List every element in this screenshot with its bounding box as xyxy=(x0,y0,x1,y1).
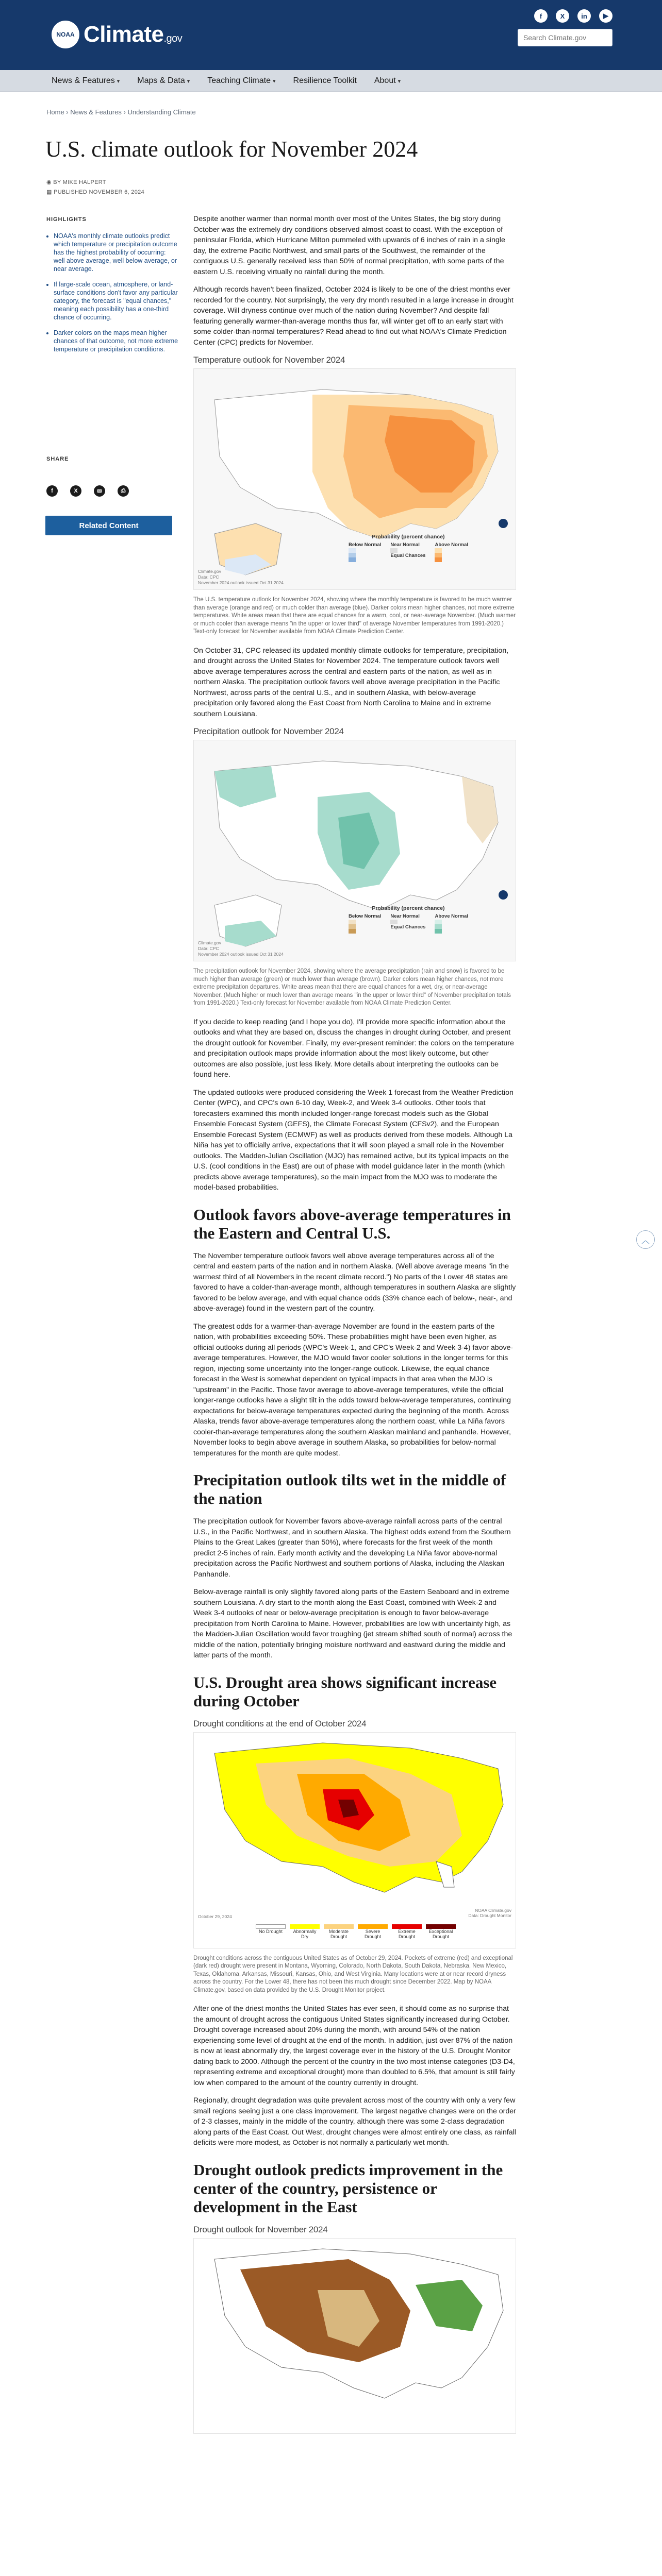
share-x-icon[interactable]: X xyxy=(70,485,81,497)
drought-map-svg xyxy=(194,1733,516,1949)
drought-legend: No Drought Abnormally Dry Moderate Drought Severe Drought Extreme Drought Exceptional Drought xyxy=(256,1924,456,1939)
section-heading-drought-outlook: Drought outlook predicts improvement in the center of the country, persistence or development in the East xyxy=(193,2160,503,2216)
published-date: PUBLISHED NOVEMBER 6, 2024 xyxy=(54,189,144,195)
temperature-outlook-map[interactable] xyxy=(193,368,516,590)
map-legend: Probability (percent chance) Below Normal Near Normal Equal Chances Above Normal xyxy=(349,905,468,934)
paragraph: The precipitation outlook for November favors above-average rainfall across parts of the central U.S., in the Pacific Northwest, and in southern Alaska. The highest odds extend from the Southern Plains to the Great Lakes (greater than 50%), where forecasts for the first week of the month predict 2-5 inches of rain. Early month activity and the developing La Niña favor above-normal precipitation across the Pacific Northwest and southern portions of Alaska, including the Alaskan Panhandle. xyxy=(193,1517,511,1579)
drought-outlook-map[interactable] xyxy=(193,2238,516,2434)
noaa-seal-icon xyxy=(499,890,508,900)
related-content-button[interactable]: Related Content xyxy=(45,516,172,535)
paragraph: After one of the driest months the United States has ever seen, it should come as no surprise that the amount of drought across the contiguous United States significantly increased during October. Drought coverage increased about 20% during the month, with around 54% of the nation experiencing some level of drought at the end of the month. In addition, just over 87% of the nation is now at least abnormally dry, the largest coverage ever in the history of the U.S. Drought Monitor dating back to 2000. Although the percent of the country in the two most intense categories (D3-D4, representing extreme and exceptional drought) more than doubled to 6.5%, that amount is still fairly low when compared to the amount of the country currently in drought. xyxy=(193,2005,515,2087)
paragraph: On October 31, CPC released its updated monthly climate outlooks for temperature, precipitation, and drought across the United States for November 2024. The temperature outlook favors well above average temperatures across the central and eastern parts of the nation, as well as in northern Alaska. The precipitation outlook favors well above average precipitation in the Pacific Northwest, across parts of the central U.S., and in southern Alaska, with below-average precipitation only favored along the East Coast from North Carolina to Maine and in extreme southern Louisiana. xyxy=(193,646,509,718)
figure-title: Temperature outlook for November 2024 xyxy=(193,355,345,365)
scroll-to-top-button[interactable] xyxy=(636,1230,655,1249)
author-icon: ◉ xyxy=(46,179,54,185)
noaa-logo-icon: NOAA xyxy=(52,21,79,48)
share-icons xyxy=(46,485,129,497)
site-header xyxy=(0,0,662,70)
figure-title: Drought conditions at the end of October 2024 xyxy=(193,1718,367,1728)
byline xyxy=(46,178,144,197)
share-facebook-icon[interactable]: f xyxy=(46,485,58,497)
section-heading-precipitation: Precipitation outlook tilts wet in the middle of the nation xyxy=(193,1471,506,1507)
paragraph: Below-average rainfall is only slightly favored along parts of the Eastern Seaboard and in extreme southern Louisiana. A dry start to the month along the East Coast, combined with Week-2 and Week 3-4 outlooks of near or below-average precipitation is enough to favor below-average precipitation from North Carolina to Maine. However, probabilities are low with uncertainty high, as the Madden-Julian Oscillation would favor troughing (jet stream shifted south of normal) across the middle of the nation, potentially bringing moisture northward and eastward during the middle and latter parts of the month. xyxy=(193,1588,512,1659)
figure-title: Precipitation outlook for November 2024 xyxy=(193,726,344,736)
map-credit: Climate.gov Data: CPC November 2024 outlook issued Oct 31 2024 xyxy=(198,940,284,957)
noaa-seal-icon xyxy=(499,519,508,528)
map-credit: Climate.gov Data: CPC November 2024 outlook issued Oct 31 2024 xyxy=(198,569,284,585)
nav-item-news[interactable]: News & Features ▾ xyxy=(52,76,120,85)
highlights-list xyxy=(46,232,178,361)
breadcrumb[interactable]: Home › News & Features › Understanding Climate xyxy=(46,108,196,116)
search-input[interactable] xyxy=(523,33,607,42)
section-heading-drought: U.S. Drought area shows significant increase during October xyxy=(193,1673,497,1710)
chevron-up-icon: ︿ xyxy=(641,1236,650,1245)
chevron-down-icon: ▾ xyxy=(117,78,120,84)
facebook-icon[interactable]: f xyxy=(534,9,548,23)
drought-conditions-map[interactable] xyxy=(193,1732,516,1948)
x-icon[interactable]: X xyxy=(556,9,569,23)
main-nav xyxy=(0,70,662,92)
highlight-item: • If large-scale ocean, atmosphere, or land-surface conditions don't favor any particular category, the forecast is "equal chances," meaning each possibility has a one-third chance of occurring. xyxy=(54,280,178,321)
author: BY MIKE HALPERT xyxy=(53,179,106,185)
site-logo[interactable] xyxy=(52,21,182,48)
nav-item-about[interactable]: About ▾ xyxy=(374,76,401,85)
section-heading-temperature: Outlook favors above-average temperatures in the Eastern and Central U.S. xyxy=(193,1205,511,1242)
paragraph: Although records haven't been finalized, October 2024 is likely to be one of the driest months ever recorded for the country. Not surprisingly, the very dry month resulted in a large increase in drought coverage. Will dryness continue over much of the nation during November? And despite fall featuring generally warmer-than-average months thus far, will winter get off to an early start with some colder-than-normal temperatures? Read ahead to find out what NOAA's Climate Prediction Center (CPC) predicts for November. xyxy=(193,285,514,347)
drought-map-date: October 29, 2024 xyxy=(198,1913,232,1919)
article-body xyxy=(193,214,516,2434)
paragraph: The greatest odds for a warmer-than-average November are found in the eastern parts of the nation, with probabilities exceeding 50%. These probabilities might have been even higher, as official outlooks during all periods (WPC's Week-1, and CPC's Week-2 and Week 3-4) favor above-average temperatures. However, the MJO would favor cooler solutions in the longer terms for this region, injecting some uncertainty into the longer-range outlook. Likewise, the equal chance forecast in the West is somewhat dependent on typical impacts in that area when the MJO is "upstream" in the Pacific. Those favor average to above-average temperatures, while the official longer-range outlooks have a slight tilt in the odds toward below-average temperatures, continuing expectations for below-average temperatures expected during the beginning of the month. Across Alaska, trends favor above-average temperatures along the northern coast, while La Niña favors cooler-than-average temperatures along the southern Alaskan mainland and panhandle. However, November looks to begin above average in southern Alaska, so probabilities for below-normal temperatures for the month are quite modest. xyxy=(193,1322,514,1458)
paragraph: Regionally, drought degradation was quite prevalent across most of the country with only a very few small regions seeing just a one class improvement. The largest negative changes were on the order of 2-3 classes, mainly in the middle of the country, although there was some 2-class degradation along parts of the East Coast. Out West, drought changes were almost entirely one class, as rainfall deficits were more modest, as October is not normally a particularly wet month. xyxy=(193,2096,516,2147)
precipitation-outlook-map[interactable] xyxy=(193,740,516,961)
nav-item-teaching[interactable]: Teaching Climate ▾ xyxy=(207,76,276,85)
share-heading: SHARE xyxy=(46,456,69,462)
paragraph: The updated outlooks were produced considering the Week 1 forecast from the Weather Prediction Center (WPC), and CPC's own 6-10 day, Week-2, and Week 3-4 outlooks. Other tools that forecasters examined this month included longer-range forecast models such as the Global Ensemble Forecast System (GEFS), the Climate Forecast System (CFSv2), and the European Ensemble Forecast System (ECMWF) as well as products derived from these models. Although La Niña has yet to officially arrive, expectations that it will soon played a small role in the November outlooks. The Madden-Julian Oscillation (MJO) has remained active, but its typical impacts on the U.S. (cool conditions in the East) are out of phase with model guidance later in the month (which predicts above average temperatures), so the main impact from the MJO was to moderate the model-based probabilities. xyxy=(193,1088,514,1192)
linkedin-icon[interactable]: in xyxy=(577,9,591,23)
figure-caption: The precipitation outlook for November 2024, showing where the average precipitation (rain and snow) is favored to be much higher than average (green) or much lower than average (brown). Darker colors mean higher chances, not more extreme precipitation departures. White areas mean that there are equal chances for a wet, dry, or near-average November. (Much higher or much lower than average means "in the upper or lower third" of November precipitation totals from 1991-2020.) Text-only forecast for November available from NOAA Climate Prediction Center. xyxy=(193,968,511,1006)
page-title: U.S. climate outlook for November 2024 xyxy=(45,137,418,162)
drought-map-credit: NOAA Climate.gov Data: Drought Monitor xyxy=(468,1907,511,1918)
figure-title: Drought outlook for November 2024 xyxy=(193,2224,328,2234)
logo-text: Climate.gov xyxy=(84,22,183,47)
chevron-down-icon: ▾ xyxy=(273,78,276,84)
chevron-down-icon: ▾ xyxy=(398,78,401,84)
share-email-icon[interactable]: ✉ xyxy=(94,485,105,497)
nav-item-maps[interactable]: Maps & Data ▾ xyxy=(137,76,190,85)
youtube-icon[interactable]: ▶ xyxy=(599,9,613,23)
figure-caption: The U.S. temperature outlook for November 2024, showing where the monthly temperature is favored to be much warmer than average (orange and red) or much colder than average (blue). Darker colors mean higher chances, not more extreme temperatures. White areas mean that there are equal chances for a warm, cool, or near-average November. (Much warmer or much cooler than average means "in the upper or lower third" of average November temperatures from 1991-2020.) Text-only forecast for November available from NOAA Climate Prediction Center. xyxy=(193,597,516,635)
social-links xyxy=(534,9,613,23)
highlight-item: • NOAA's monthly climate outlooks predict which temperature or precipitation outcome has the highest probability of occurring: well above average, well below average, or near average. xyxy=(54,232,178,273)
figure-caption: Drought conditions across the contiguous United States as of October 29, 2024. Pockets of extreme (red) and exceptional (dark red) drought were present in Montana, Wyoming, Colorado, North Dakota, South Dakota, Nebraska, New Mexico, Texas, Oklahoma, Arkansas, Missouri, Kansas, Ohio, and West Virginia. Many locations were at or near record dryness across the country. For the Lower 48, there has not been this much drought since December 2022. Map by NOAA Climate.gov, based on data provided by the U.S. Drought Monitor project. xyxy=(193,1955,513,1993)
calendar-icon: ▦ xyxy=(46,189,54,195)
highlights-heading: HIGHLIGHTS xyxy=(46,216,87,223)
nav-item-resilience[interactable]: Resilience Toolkit xyxy=(293,76,357,85)
drought-outlook-svg xyxy=(194,2239,516,2434)
paragraph: The November temperature outlook favors well above average temperatures across all of the central and eastern parts of the nation and in northern Alaska. (Well above average means "in the warmest third of all Novembers in the recent climate record.") No parts of the Lower 48 states are favored to have a colder-than-average month, although temperatures in southern Alaska are slightly favored to be below average, and with equal chance odds (33% chance each of below-, near-, and above-average) found in the western part of the country. xyxy=(193,1251,516,1313)
paragraph: Despite another warmer than normal month over most of the Unites States, the big story during October was the extremely dry conditions observed almost coast to coast. With the exception of peninsular Florida, which Hurricane Milton pummeled with upwards of 6 inches of rain in a single day, the extreme Pacific Northwest, and small parts of the Southwest, the remainder of the contiguous U.S. generally received less than 50% of normal precipitation, with some parts of the eastern U.S. receiving virtually no rainfall during the month. xyxy=(193,215,505,276)
map-legend: Probability (percent chance) Below Normal Near Normal Equal Chances Above Normal xyxy=(349,534,468,562)
chevron-down-icon: ▾ xyxy=(187,78,190,84)
share-print-icon[interactable]: ⎙ xyxy=(118,485,129,497)
paragraph: If you decide to keep reading (and I hope you do), I'll provide more specific information about the outlooks and what they are based on, discuss the changes in drought during October, and present the drought outlook for November. Finally, my ever-present reminder: the colors on the temperature and precipitation outlook maps provide information about the most likely outcome, but other outcomes are also possible, just less likely. More details about interpreting the outlooks can be found here. xyxy=(193,1018,514,1079)
search-box xyxy=(518,29,613,46)
highlight-item: • Darker colors on the maps mean higher chances of that outcome, not more extreme temperature or precipitation conditions. xyxy=(54,329,178,353)
